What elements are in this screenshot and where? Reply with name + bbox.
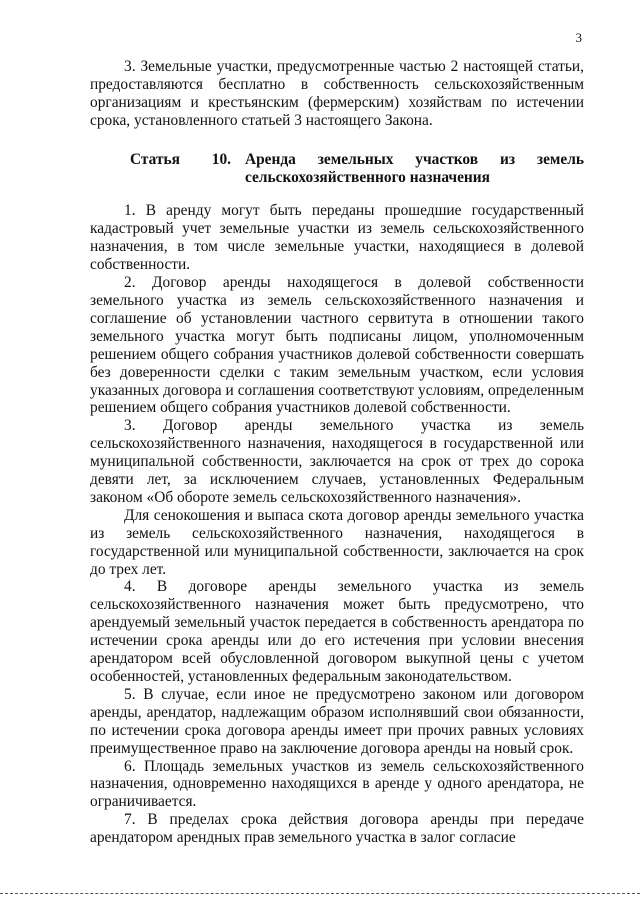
paragraph-3: 3. Договор аренды земельного участка из земель сельскохозяйственного назначения, находящегося в государственной или муниципальной собственности, заключается на срок от трех до сорока девяти лет, за исключением случаев, установленных Федеральным законом «Об обороте земель сельскохозяйственного назначения». — [90, 417, 584, 506]
paragraph-1: 1. В аренду могут быть переданы прошедшие государственный кадастровый учет земельные участки из земель сельскохозяйственного назначения, в том числе земельные участки, находящиеся в долевой собственности. — [90, 202, 584, 274]
paragraph-5: 5. В случае, если иное не предусмотрено законом или договором аренды, арендатор, надлежащим образом исполнявший свои обязанности, по истечении срока договора аренды имеет при прочих равных условиях преимущественное право на заключение договора аренды на новый срок. — [90, 685, 584, 757]
article-heading — [90, 151, 584, 187]
paragraph-part-3: 3. Земельные участки, предусмотренные частью 2 настоящей статьи, предоставляются бесплатно в собственность сельскохозяйственным организациям и крестьянским (фермерским) хозяйствам по истечении срока, установленного статьей 3 настоящего Закона. — [90, 58, 584, 129]
scan-edge-line — [0, 893, 640, 895]
article-title — [245, 151, 584, 187]
article-title-line-1: Аренда земельных участков из земель — [245, 150, 584, 168]
paragraph-2: 2. Договор аренды находящегося в долевой собственности земельного участка из земель сельскохозяйственного назначения и соглашение об установлении частного сервитута в отношении такого земельного участка могут быть подписаны лицом, уполномоченным решением общего собрания участников долевой собственности совершать без доверенности сделки с таким земельным участком, если условия указанных договора и соглашения соответствуют условиям, определенным решением общего собрания участников долевой собственности. — [90, 274, 584, 417]
article-label-group — [130, 151, 245, 187]
paragraph-3-haymaking: Для сенокошения и выпаса скота договор аренды земельного участка из земель сельскохозяйственного назначения, находящегося в государственной или муниципальной собственности, заключается на срок до трех лет. — [90, 506, 584, 578]
document-body — [90, 58, 584, 847]
paragraph-7: 7. В пределах срока действия договора аренды при передаче арендатором арендных прав земельного участка в залог согласие — [90, 811, 584, 847]
paragraph-4: 4. В договоре аренды земельного участка из земель сельскохозяйственного назначения может быть предусмотрено, что арендуемый земельный участок передается в собственность арендатора по истечении срока аренды или до его истечения при условии внесения арендатором всей обусловленной договором выкупной цены с учетом особенностей, установленных федеральным законодательством. — [90, 578, 584, 685]
paragraph-6: 6. Площадь земельных участков из земель сельскохозяйственного назначения, одновременно находящихся в аренде у одного арендатора, не ограничивается. — [90, 757, 584, 811]
page-number: 3 — [575, 30, 582, 45]
article-number: 10. — [211, 150, 231, 168]
article-title-line-2: сельскохозяйственного назначения — [245, 168, 490, 186]
article-label: Статья — [130, 150, 180, 168]
